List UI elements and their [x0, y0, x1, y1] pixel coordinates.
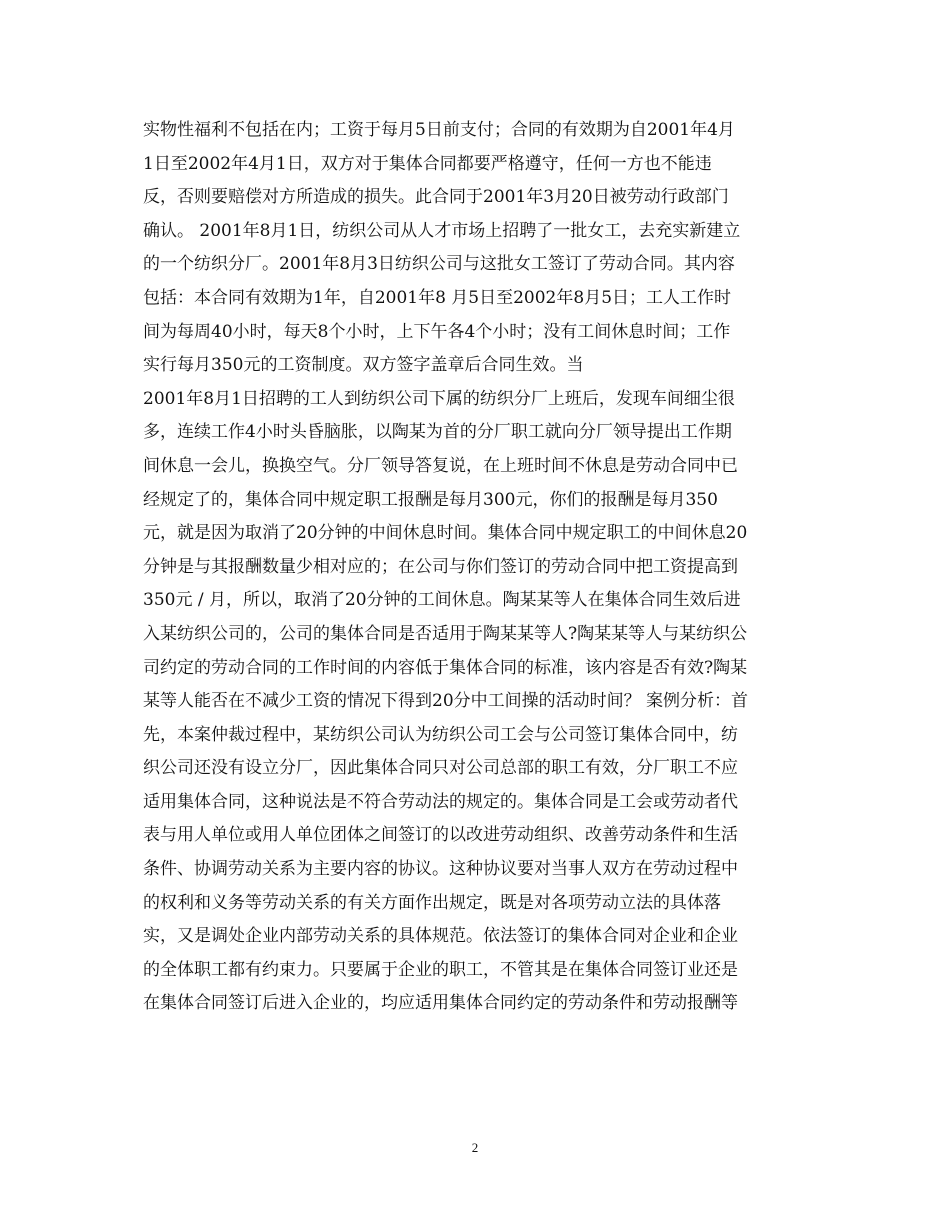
- text-line: 在集体合同签订后进入企业的，均应适用集体合同约定的劳动条件和劳动报酬等: [143, 993, 738, 1014]
- text-line: 入某纺织公司的，公司的集体合同是否适用于陶某某等人?陶某某等人与某纺织公: [143, 623, 748, 644]
- page-number: 2: [471, 1140, 479, 1155]
- text-line: 实，又是调处企业内部劳动关系的具体规范。依法签订的集体合同对企业和企业: [143, 926, 738, 947]
- text-line: 间为每周40小时，每天8个小时，上下午各4个小时；没有工间休息时间；工作: [143, 321, 731, 342]
- text-line: 的全体职工都有约束力。只要属于企业的职工，不管其是在集体合同签订业还是: [143, 959, 738, 980]
- text-line: 多，连续工作4小时头昏脑胀，以陶某为首的分厂职工就向分厂领导提出工作期: [143, 422, 732, 443]
- text-line: 350元 / 月，所以，取消了20分钟的工间休息。陶某某等人在集体合同生效后进: [143, 590, 741, 611]
- text-line: 适用集体合同，这种说法是不符合劳动法的规定的。集体合同是工会或劳动者代: [143, 791, 738, 812]
- text-line: 2001年8月1日招聘的工人到纺织公司下属的纺织分厂上班后，发现车间细尘很: [143, 388, 735, 409]
- text-line: 表与用人单位或用人单位团体之间签订的以改进劳动组织、改善劳动条件和生活: [143, 825, 738, 846]
- body-text: [143, 114, 823, 1021]
- text-line: 织公司还没有设立分厂，因此集体合同只对公司总部的职工有效，分厂职工不应: [143, 758, 738, 779]
- text-line: 实行每月350元的工资制度。双方签字盖章后合同生效。当: [143, 355, 584, 376]
- text-line: 条件、协调劳动关系为主要内容的协议。这种协议要对当事人双方在劳动过程中: [143, 859, 738, 880]
- text-line: 的权利和义务等劳动关系的有关方面作出规定，既是对各项劳动立法的具体落: [143, 892, 721, 913]
- text-line: 1日至2002年4月1日，双方对于集体合同都要严格遵守，任何一方也不能违: [143, 153, 712, 174]
- text-line: 确认。 2001年8月1日，纺织公司从人才市场上招聘了一批女工，去充实新建立: [143, 220, 741, 241]
- text-line: 包括：本合同有效期为1年，自2001年8 月5日至2002年8月5日；工人工作时: [143, 287, 732, 308]
- text-line: 司约定的劳动合同的工作时间的内容低于集体合同的标准，该内容是否有效?陶某: [143, 657, 748, 678]
- text-line: 反，否则要赔偿对方所造成的损失。此合同于2001年3月20日被劳动行政部门: [143, 187, 729, 208]
- text-line: 经规定了的，集体合同中规定职工报酬是每月300元，你们的报酬是每月350: [143, 489, 718, 510]
- text-line: 元，就是因为取消了20分钟的中间休息时间。集体合同中规定职工的中间休息20: [143, 523, 748, 544]
- text-line: 实物性福利不包括在内；工资于每月5日前支付；合同的有效期为自2001年4月: [143, 120, 735, 140]
- text-line: 先，本案仲裁过程中，某纺织公司认为纺织公司工会与公司签订集体合同中，纺: [143, 724, 738, 745]
- text-line: 某等人能否在不减少工资的情况下得到20分中工间操的活动时间？ 案例分析：首: [143, 691, 749, 712]
- text-line: 分钟是与其报酬数量少相对应的；在公司与你们签订的劳动合同中把工资提高到: [143, 556, 738, 577]
- text-line: 间休息一会儿，换换空气。分厂领导答复说，在上班时间不休息是劳动合同中已: [143, 455, 738, 476]
- text-line: 的一个纺织分厂。2001年8月3日纺织公司与这批女工签订了劳动合同。其内容: [143, 254, 735, 275]
